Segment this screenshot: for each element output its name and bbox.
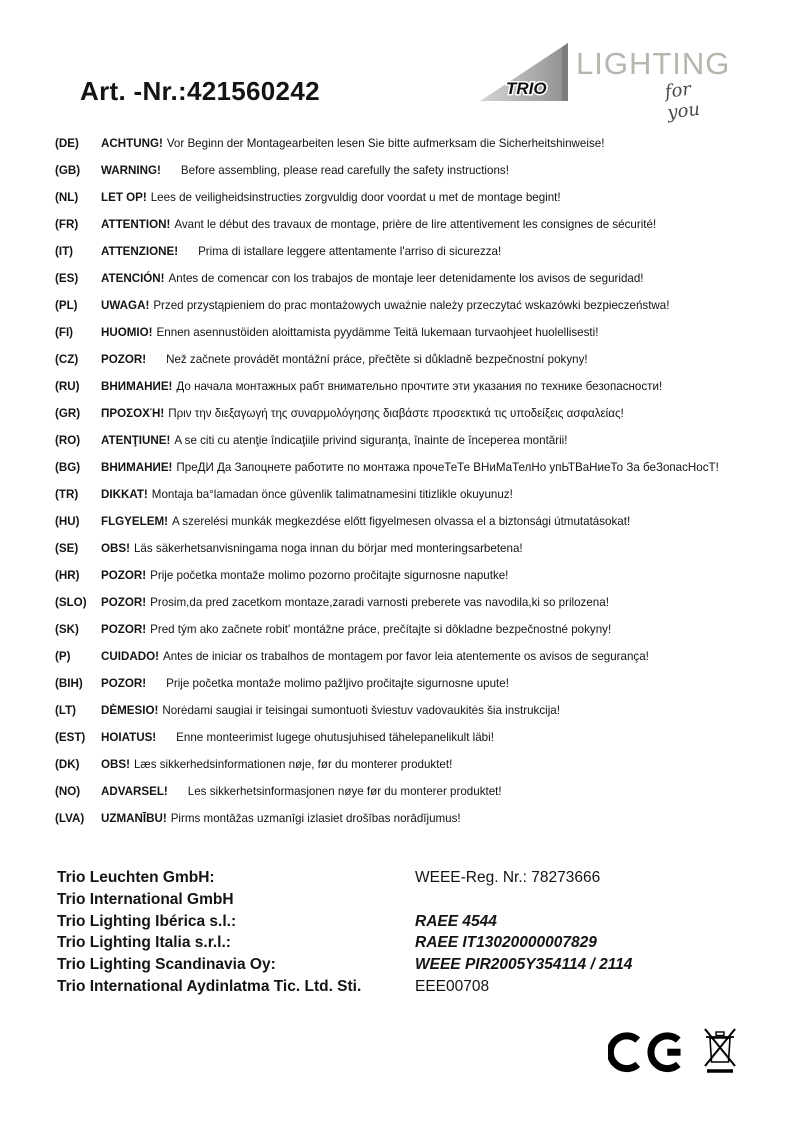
- warning-word: HUOMIO!: [101, 326, 153, 339]
- warning-text: Przed przystąpieniem do prac montażowych uważnie należy przeczytać wskazówki bezpieczeństwa!: [153, 299, 670, 312]
- warning-text: A szerelési munkák megkezdése előtt figyelmesen olvassa el a biztonsági útmutatásokat!: [171, 515, 631, 528]
- warning-text: Prima di istallare leggere attentamente l'arriso di sicurezza!: [198, 245, 502, 258]
- warning-text: Læs sikkerhedsinformationen nøje, før du monterer produktet!: [133, 758, 453, 771]
- warning-word: WARNING!: [101, 164, 161, 177]
- warning-row: [55, 326, 767, 340]
- language-code: (TR): [55, 488, 79, 501]
- warning-row: [55, 677, 767, 691]
- language-code: (RU): [55, 380, 80, 393]
- language-code: (HR): [55, 569, 80, 582]
- warning-row: [55, 704, 767, 718]
- warning-word: UZMANĪBU!: [101, 812, 167, 825]
- warning-text: Les sikkerhetsinformasjonen nøye før du monterer produktet!: [187, 785, 502, 798]
- warning-word: ВНИМАНИЕ!: [101, 461, 173, 474]
- warning-row: [55, 542, 767, 556]
- warning-row: [55, 812, 767, 826]
- language-code: (EST): [55, 731, 86, 744]
- warning-row: [55, 596, 767, 610]
- warning-text: До начала монтажных рабт внимательно прочтите эти указания по технике безопасности!: [176, 380, 663, 393]
- warning-text: ПреДИ Да Запоцнете работите по монтажа прочеТеТе ВНиМаТелНо упЬТВаНиеТо За беЗопасНосТ!: [176, 461, 719, 474]
- brand-logo: [478, 40, 731, 124]
- warning-text: Antes de comencar con los trabajos de montaje leer detenidamente los avisos de seguridad!: [168, 272, 644, 285]
- language-code: (ES): [55, 272, 79, 285]
- warning-word: HOIATUS!: [101, 731, 157, 744]
- warning-word: LET OP!: [101, 191, 147, 204]
- warning-word: POZOR!: [101, 677, 147, 690]
- warning-row: [55, 164, 767, 178]
- language-code: (DK): [55, 758, 80, 771]
- company-registration: WEEE-Reg. Nr.: 78273666: [415, 869, 601, 886]
- warning-text: Ennen asennustöiden aloittamista pyydämme Teitä lukemaan turvaohjeet huolellisesti!: [156, 326, 599, 339]
- warning-word: ATTENTION!: [101, 218, 171, 231]
- warning-row: [55, 785, 767, 799]
- language-code: (SE): [55, 542, 79, 555]
- warning-word: OBS!: [101, 542, 130, 555]
- warning-word: POZOR!: [101, 569, 147, 582]
- company-registration: EEE00708: [415, 977, 490, 995]
- warning-row: [55, 758, 767, 772]
- language-code: (GB): [55, 164, 81, 177]
- company-registration: RAEE 4544: [415, 912, 497, 930]
- company-name: Trio International GmbH: [57, 890, 234, 908]
- warning-word: POZOR!: [101, 596, 147, 609]
- company-name: Trio Lighting Ibérica s.l.:: [57, 912, 237, 930]
- company-registration: RAEE IT13020000007829: [415, 934, 597, 952]
- warning-word: DĖMESIO!: [101, 704, 159, 717]
- logo-lighting-text: LIGHTING: [576, 46, 731, 81]
- warning-row: [55, 569, 767, 583]
- warning-text: Prosim,da pred zacetkom montaze,zaradi varnosti preberete vas navodila,ki so prilozena!: [150, 596, 609, 609]
- warning-word: UWAGA!: [101, 299, 150, 312]
- warning-text: Vor Beginn der Montagearbeiten lesen Sie bitte aufmerksam die Sicherheitshinweise!: [166, 137, 605, 150]
- warning-row: [55, 461, 767, 475]
- warning-word: DIKKAT!: [101, 488, 148, 501]
- language-code: (BIH): [55, 677, 83, 690]
- warning-row: [55, 407, 767, 421]
- language-code: (RO): [55, 434, 81, 447]
- warning-text: Prije početka montaže molimo pozorno pročitajte sigurnosne naputke!: [150, 569, 509, 582]
- warning-row: [55, 515, 767, 529]
- company-name: Trio Lighting Scandinavia Oy:: [57, 956, 276, 974]
- language-code: (HU): [55, 515, 80, 528]
- warning-row: [55, 299, 767, 313]
- warnings-list: [55, 137, 767, 839]
- warning-text: Läs säkerhetsanvisningama noga innan du börjar med monteringsarbetena!: [133, 542, 523, 555]
- language-code: (FR): [55, 218, 79, 231]
- language-code: (DE): [55, 137, 79, 150]
- warning-word: POZOR!: [101, 623, 147, 636]
- trio-triangle-icon: [478, 40, 570, 104]
- language-code: (LVA): [55, 812, 85, 825]
- language-code: (NO): [55, 785, 81, 798]
- warning-text: Before assembling, please read carefully the safety instructions!: [180, 164, 509, 177]
- language-code: (FI): [55, 326, 74, 339]
- warning-text: Norėdami saugiai ir teisingai sumontuoti šviestuv vadovaukitės šia instrukcija!: [162, 704, 560, 717]
- warning-row: [55, 623, 767, 637]
- company-registration: WEEE PIR2005Y354114 / 2114: [415, 956, 633, 974]
- language-code: (BG): [55, 461, 81, 474]
- warning-word: ΠΡΟΣΟΧΉ!: [101, 407, 165, 420]
- warning-row: [55, 731, 767, 745]
- warning-word: ATENCIÓN!: [101, 272, 165, 285]
- companies-table: [57, 867, 632, 998]
- warning-row: [55, 434, 767, 448]
- warning-row: [55, 191, 767, 205]
- warning-text: Enne monteerimist lugege ohutusjuhised tähelepanelikult läbi!: [176, 731, 494, 744]
- warning-word: POZOR!: [101, 353, 147, 366]
- warning-row: [55, 488, 767, 502]
- warning-row: [55, 353, 767, 367]
- language-code: (CZ): [55, 353, 79, 366]
- warning-text: Montaja ba°lamadan önce güvenlik talimatnamesini titizlikle okuyunuz!: [151, 488, 513, 501]
- warning-word: OBS!: [101, 758, 130, 771]
- warning-word: ADVARSEL!: [101, 785, 168, 798]
- language-code: (SK): [55, 623, 79, 636]
- company-name: Trio Lighting Italia s.r.l.:: [57, 934, 231, 952]
- language-code: (LT): [55, 704, 77, 717]
- warning-text: Lees de veiligheidsinstructies zorgvuldig door voordat u met de montage begint!: [150, 191, 561, 204]
- warning-text: Pirms montāžas uzmanīgi izlasiet drošības norādījumus!: [170, 812, 461, 825]
- language-code: (IT): [55, 245, 74, 258]
- warning-word: ВНИМАНИЕ!: [101, 380, 173, 393]
- warning-word: ATTENZIONE!: [101, 245, 179, 258]
- warning-word: CUIDADO!: [101, 650, 159, 663]
- warning-row: [55, 650, 767, 664]
- warning-word: FLGYELEM!: [101, 515, 168, 528]
- page-title: Art. -Nr.:421560242: [80, 76, 320, 106]
- company-name: Trio International Aydinlatma Tic. Ltd. Sti.: [57, 977, 362, 995]
- warning-text: Avant le début des travaux de montage, prière de lire attentivement les consignes de sécurité!: [174, 218, 657, 231]
- warning-row: [55, 137, 767, 151]
- warning-text: Než začnete provádět montážní práce, přečtěte si důkladně bezpečnostní pokyny!: [166, 353, 588, 366]
- warning-row: [55, 272, 767, 286]
- company-name: Trio Leuchten GmbH:: [57, 869, 215, 886]
- company-registration: [415, 889, 632, 911]
- ce-mark-icon: [608, 1026, 686, 1080]
- weee-bin-icon: [700, 1026, 740, 1076]
- language-code: (SLO): [55, 596, 87, 609]
- warning-text: Prije početka montaže molimo pažljivo pročitajte sigurnosne upute!: [166, 677, 509, 690]
- warning-row: [55, 218, 767, 232]
- language-code: (P): [55, 650, 71, 663]
- warning-word: ATENŢIUNE!: [101, 434, 171, 447]
- warning-text: Pred tým ako začnete robit' montážne práce, prečítajte si dôkladne bezpečnostné pokyny!: [150, 623, 612, 636]
- language-code: (NL): [55, 191, 79, 204]
- trio-brand-text: TRIO: [506, 79, 547, 98]
- warning-text: Πριν την διεξαγωγή της συναρμολόγησης διαβάστε προσεκτικά τις υποδείξεις ασφαλείας!: [168, 407, 624, 420]
- warning-text: A se citi cu atenţie îndicaţiile privind siguranţa, înainte de începerea montării!: [174, 434, 568, 447]
- logo-tagline: for you: [663, 78, 702, 124]
- warning-word: ACHTUNG!: [101, 137, 163, 150]
- warning-row: [55, 380, 767, 394]
- warning-row: [55, 245, 767, 259]
- language-code: (GR): [55, 407, 81, 420]
- language-code: (PL): [55, 299, 78, 312]
- warning-text: Antes de iniciar os trabalhos de montagem por favor leia atentemente os avisos de segurança!: [162, 650, 649, 663]
